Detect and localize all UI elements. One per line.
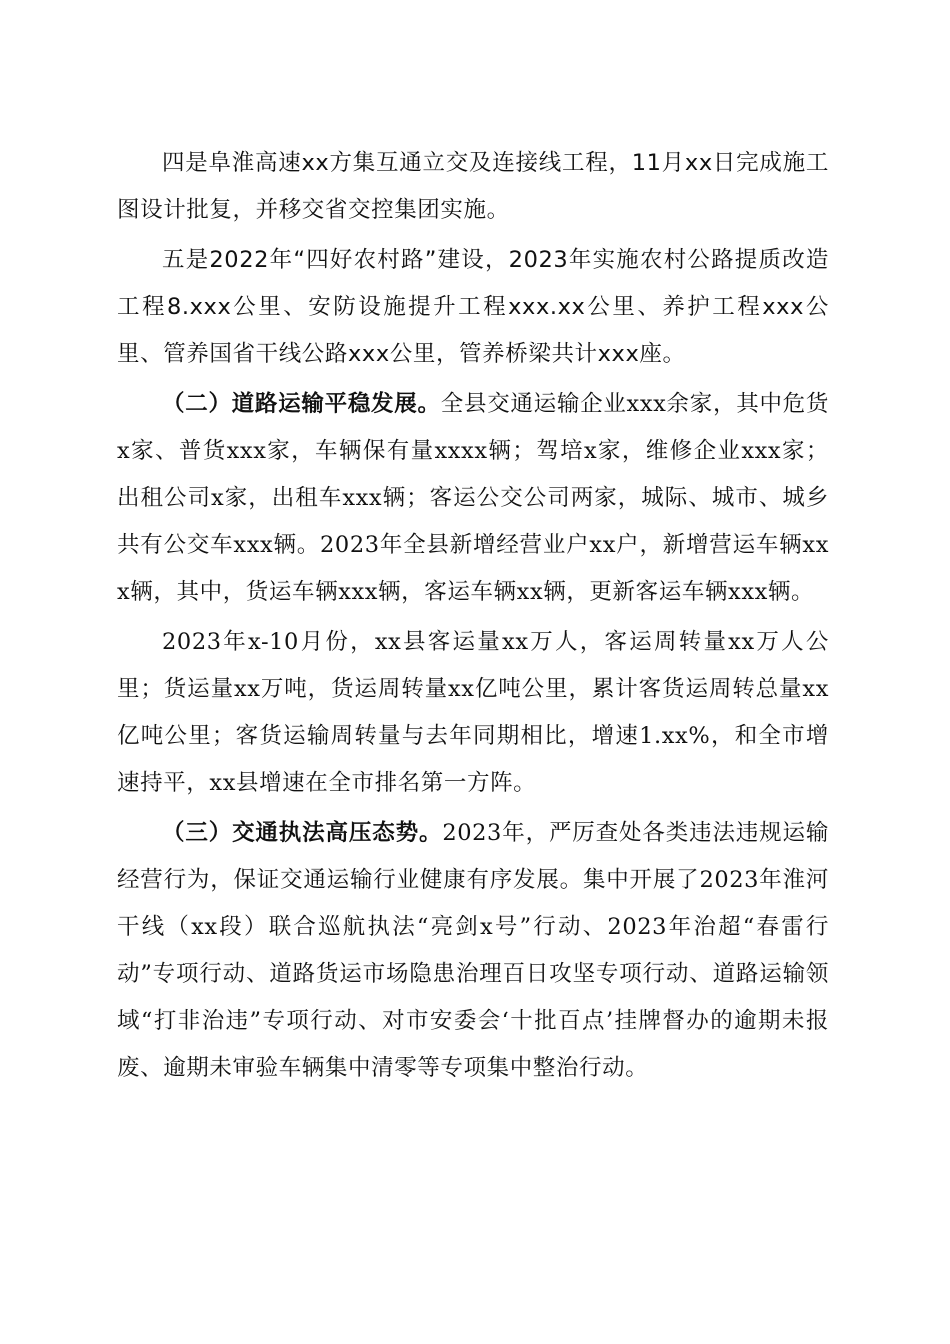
paragraph-road-transport-text: 全县交通运输企业xxx余家，其中危货x家、普货xxx家，车辆保有量xxxx辆；驾培x家，维修企业xxx家；出租公司x家，出租车xxx辆；客运公交公司两家，城际、城市、城乡共有公交车xxx辆。2023年全县新增经营业户xx户，新增营运车辆xxx辆，其中，货运车辆xxx辆，客运车辆xx辆，更新客运车辆xxx辆。 <box>117 391 830 605</box>
section-heading-law-enforcement: （三）交通执法高压态势。 <box>162 820 443 846</box>
paragraph-highway-project: 四是阜淮高速xx方集互通立交及连接线工程，11月xx日完成施工图设计批复，并移交省交控集团实施。 <box>117 150 829 223</box>
paragraph-road-transport <box>117 381 829 616</box>
paragraph-rural-roads: 五是2022年“四好农村路”建设，2023年实施农村公路提质改造工程8.xxx公里、安防设施提升工程xxx.xx公里、养护工程xxx公里、管养国省干线公路xxx公里，管养桥梁共计xxx座。 <box>117 247 829 367</box>
paragraph-law-enforcement <box>117 810 829 1092</box>
paragraph-transport-volume: 2023年x-10月份，xx县客运量xx万人，客运周转量xx万人公里；货运量xx万吨，货运周转量xx亿吨公里，累计客货运周转总量xx亿吨公里；客货运输周转量与去年同期相比，增速1.xx%，和全市增速持平，xx县增速在全市排名第一方阵。 <box>117 629 829 796</box>
section-heading-road-transport: （二）道路运输平稳发展。 <box>162 391 441 417</box>
paragraph-law-enforcement-text: 2023年，严厉查处各类违法违规运输经营行为，保证交通运输行业健康有序发展。集中开展了2023年淮河干线（xx段）联合巡航执法“亮剑x号”行动、2023年治超“春雷行动”专项行动、道路货运市场隐患治理百日攻坚专项行动、道路运输领域“打非治违”专项行动、对市安委会‘十批百点’挂牌督办的逾期未报废、逾期未审验车辆集中清零等专项集中整治行动。 <box>117 820 830 1081</box>
document-body <box>117 140 829 1092</box>
